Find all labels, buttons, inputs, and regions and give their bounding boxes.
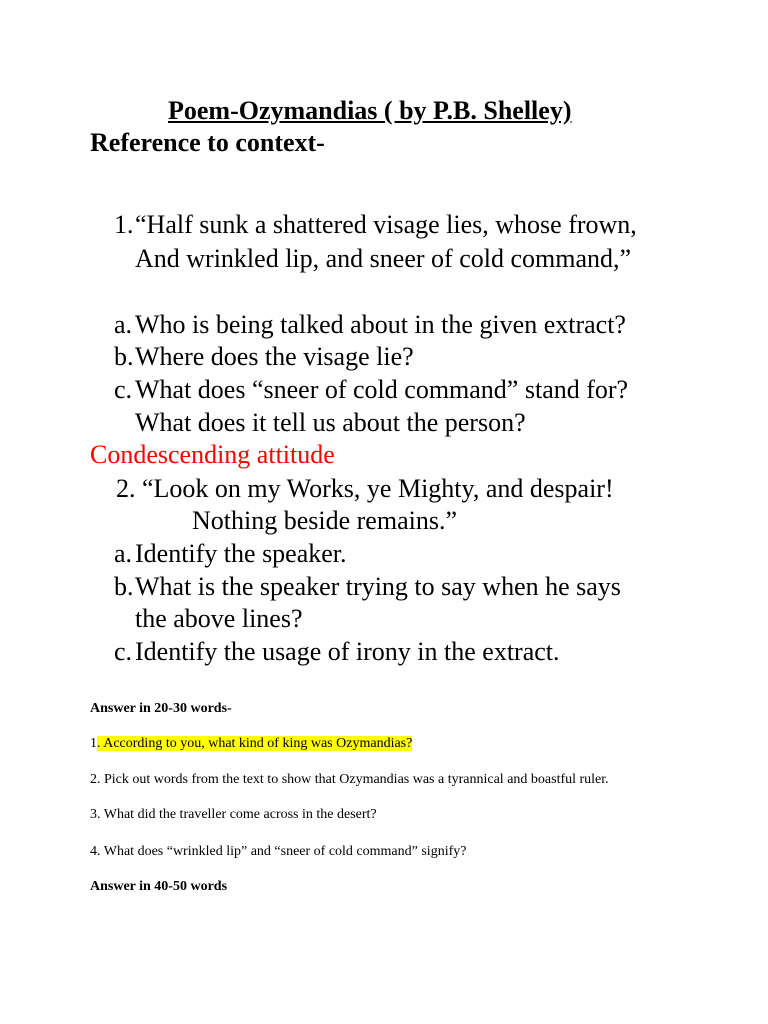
question-marker: c. — [114, 375, 133, 404]
short-question-1 — [90, 737, 412, 751]
question-text: What is the speaker trying to say when he says — [135, 572, 621, 601]
short-question-4: 4. What does “wrinkled lip” and “sneer of cold command” signify? — [90, 844, 467, 859]
extract1-line1: “Half sunk a shattered visage lies, whose frown, — [135, 210, 637, 239]
page-title: Poem-Ozymandias ( by P.B. Shelley) — [168, 96, 572, 125]
question-text: What does “sneer of cold command” stand for? — [135, 375, 629, 404]
question-marker: c. — [114, 637, 133, 666]
extract1-line2: And wrinkled lip, and sneer of cold command,” — [135, 244, 632, 273]
extract2-line2: Nothing beside remains.” — [192, 506, 457, 535]
short-question-1-number: 1 — [90, 736, 97, 751]
short-question-3: 3. What did the traveller come across in the desert? — [90, 807, 377, 822]
question-marker: b. — [114, 572, 134, 601]
question-text-continued: the above lines? — [135, 604, 303, 633]
long-answer-heading: Answer in 40-50 words — [90, 879, 228, 894]
highlighted-question-text: . According to you, what kind of king was Ozymandias? — [97, 736, 413, 751]
extract1-number: 1. — [114, 210, 134, 239]
question-text: Identify the speaker. — [135, 539, 347, 568]
extract2-line1: 2. “Look on my Works, ye Mighty, and despair! — [116, 474, 614, 503]
short-answer-heading: Answer in 20-30 words- — [90, 701, 232, 716]
question-text-continued: What does it tell us about the person? — [135, 408, 526, 437]
question-marker: b. — [114, 342, 134, 371]
question-marker: a. — [114, 310, 133, 339]
answer-note: Condescending attitude — [90, 440, 335, 469]
question-text: Where does the visage lie? — [135, 342, 414, 371]
section-heading-reference: Reference to context- — [90, 128, 325, 157]
short-question-2: 2. Pick out words from the text to show that Ozymandias was a tyrannical and boastful ruler. — [90, 772, 609, 787]
question-text: Who is being talked about in the given extract? — [135, 310, 626, 339]
question-text: Identify the usage of irony in the extract. — [135, 637, 560, 666]
question-marker: a. — [114, 539, 133, 568]
